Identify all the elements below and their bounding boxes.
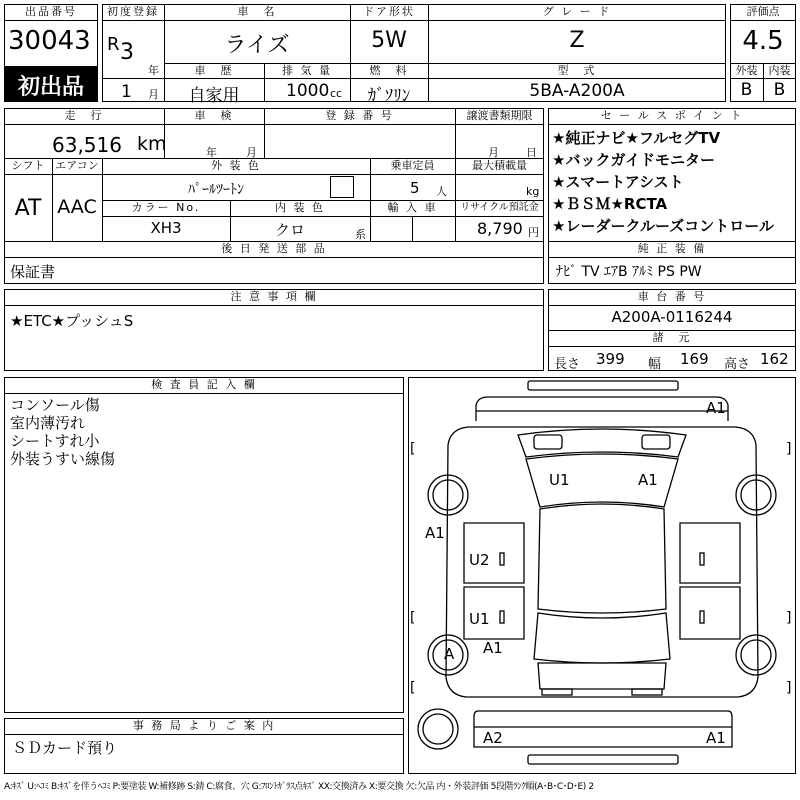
reg-month: 1 bbox=[121, 82, 132, 102]
inspection-year-unit: 年 bbox=[206, 146, 217, 159]
capacity: 5 bbox=[410, 179, 420, 197]
fuel-header: 燃 料 bbox=[369, 64, 409, 77]
color-no-header: カラー No. bbox=[131, 201, 201, 214]
ac-header: エアコン bbox=[55, 159, 99, 172]
sales-point-2: ★バックガイドモニター bbox=[552, 151, 715, 169]
car-name-header: 車 名 bbox=[237, 5, 277, 18]
load-unit: kg bbox=[526, 185, 540, 198]
capacity-unit: 人 bbox=[436, 185, 447, 198]
mark-left-rear-wheel: A bbox=[444, 645, 455, 663]
shift: AT bbox=[14, 196, 42, 221]
history-header: 車 歴 bbox=[194, 64, 234, 77]
bracket-left-top: [ bbox=[410, 441, 416, 457]
office-message: ＳＤカード預り bbox=[12, 739, 118, 757]
bracket-right-low: ] bbox=[786, 680, 792, 696]
inspector-line-2: 室内薄汚れ bbox=[10, 414, 86, 432]
specs-header: 諸 元 bbox=[652, 331, 692, 344]
door-type: 5W bbox=[371, 28, 407, 53]
fuel: ｶﾞｿﾘﾝ bbox=[367, 86, 411, 106]
bracket-left-mid: [ bbox=[410, 610, 416, 626]
inspector-line-4: 外装うすい線傷 bbox=[10, 450, 116, 468]
int-header: 内装 bbox=[768, 64, 791, 77]
inspection-month-unit: 月 bbox=[246, 146, 257, 159]
exterior-color: ﾊﾟｰﾙﾂｰﾄﾝ bbox=[188, 182, 244, 198]
reg-year-unit: 年 bbox=[148, 64, 159, 77]
sales-point-1: ★純正ナビ★フルセグTV bbox=[552, 129, 721, 147]
import-header: 輸 入 車 bbox=[387, 201, 438, 214]
reg-year: 3 bbox=[120, 40, 134, 65]
model-code: 5BA-A200A bbox=[529, 81, 625, 101]
recycle-unit: 円 bbox=[528, 226, 539, 239]
sales-point-4: ★ＢＳＭ★RCTA bbox=[552, 195, 668, 213]
later-items-header: 後 日 発 送 部 品 bbox=[221, 242, 327, 255]
mark-front-right: A1 bbox=[706, 399, 726, 417]
transfer-day-unit: 日 bbox=[526, 146, 537, 159]
car-diagram bbox=[408, 377, 796, 774]
width-label: 幅 bbox=[648, 357, 662, 372]
sales-header: セ ー ル ス ポ イ ン ト bbox=[600, 109, 744, 122]
mark-left-rear-door: U1 bbox=[469, 610, 490, 628]
color-no: XH3 bbox=[150, 219, 182, 237]
car-name: ライズ bbox=[224, 33, 290, 58]
history: 自家用 bbox=[188, 86, 240, 106]
length-label: 長さ bbox=[554, 357, 581, 372]
notes-text: ★ETC★プッシュS bbox=[10, 312, 134, 330]
grade: Z bbox=[569, 28, 585, 53]
color-swatch-box bbox=[330, 176, 354, 198]
sales-point-5: ★レーダークルーズコントロール bbox=[552, 217, 774, 235]
notes-header: 注 意 事 項 欄 bbox=[230, 290, 318, 303]
bracket-right-top: ] bbox=[786, 441, 792, 457]
transfer-month-unit: 月 bbox=[488, 146, 499, 159]
door-header: ドア形状 bbox=[363, 5, 415, 18]
first-reg-header: 初度登録 bbox=[107, 5, 159, 18]
chassis-header: 車 台 番 号 bbox=[637, 290, 707, 303]
mark-rear-bumper-left: A2 bbox=[483, 729, 503, 747]
height-value: 162 bbox=[760, 350, 789, 368]
regno-header: 登 録 番 号 bbox=[325, 109, 394, 122]
later-items: 保証書 bbox=[10, 263, 56, 281]
ac: AAC bbox=[57, 196, 97, 218]
legend: A:ｷｽﾞ U:ﾍｺﾐ B:ｷｽﾞを伴うﾍｺﾐ P:要塗装 W:補修跡 S:錆 C:腐食、穴 G:ﾌﾛﾝﾄｶﾞﾗｽ点ｷｽﾞ XX:交換済み X:要交換 欠:欠品 内・外装評価 5段階ﾗﾝｸ順(A･B･C･D･E) 2 bbox=[4, 782, 594, 792]
mark-left-front-fender: A1 bbox=[425, 524, 445, 542]
score-header: 評価点 bbox=[746, 5, 780, 18]
inspector-line-1: コンソール傷 bbox=[10, 396, 100, 414]
displacement: 1000 bbox=[286, 81, 330, 101]
exterior-color-header: 外 装 色 bbox=[211, 159, 261, 172]
model-header: 型 式 bbox=[557, 64, 597, 77]
ext-header: 外装 bbox=[735, 64, 758, 77]
bracket-left-low: [ bbox=[410, 680, 416, 696]
lot-header: 出品番号 bbox=[25, 5, 77, 18]
recycle-fee: 8,790 bbox=[477, 219, 523, 238]
length-value: 399 bbox=[596, 350, 625, 368]
load-header: 最大積載量 bbox=[472, 159, 527, 172]
sales-point-3: ★スマートアシスト bbox=[552, 173, 684, 191]
mark-left-front-door: U2 bbox=[469, 551, 490, 569]
displacement-header: 排 気 量 bbox=[282, 64, 332, 77]
width-value: 169 bbox=[680, 350, 709, 368]
inspector-header: 検 査 員 記 入 欄 bbox=[151, 378, 257, 391]
mileage-header: 走 行 bbox=[64, 109, 104, 122]
mark-roof-right: A1 bbox=[638, 471, 658, 489]
reg-month-unit: 月 bbox=[148, 88, 159, 101]
office-header: 事 務 局 よ り ご 案 内 bbox=[132, 719, 276, 732]
bracket-right-mid: ] bbox=[786, 610, 792, 626]
equipment: ﾅﾋﾞ TV ｴｱB ｱﾙﾐ PS PW bbox=[556, 264, 702, 280]
chassis-number: A200A-0116244 bbox=[611, 308, 733, 326]
first-listing-label: 初出品 bbox=[17, 75, 84, 100]
interior-color-suffix: 系 bbox=[355, 228, 366, 241]
height-label: 高さ bbox=[724, 357, 751, 372]
shift-header: シフト bbox=[11, 159, 45, 172]
mark-left-rear-quarter: A1 bbox=[483, 639, 503, 657]
mileage: 63,516 bbox=[52, 133, 122, 157]
recycle-header: リサイクル預託金 bbox=[460, 202, 539, 213]
displacement-unit: cc bbox=[330, 87, 343, 100]
mark-roof-left: U1 bbox=[549, 471, 570, 489]
inspection-header: 車 検 bbox=[194, 109, 234, 122]
grade-header: グ レ ー ド bbox=[542, 5, 612, 18]
equipment-header: 純 正 装 備 bbox=[637, 242, 707, 255]
interior-color-header: 内 装 色 bbox=[275, 201, 325, 214]
score: 4.5 bbox=[742, 26, 784, 56]
mark-rear-bumper-right: A1 bbox=[706, 729, 726, 747]
era-letter: R bbox=[107, 34, 120, 55]
inspector-line-3: シートすれ小 bbox=[10, 432, 100, 450]
ext-grade: B bbox=[740, 80, 753, 100]
interior-color: クロ bbox=[274, 221, 305, 239]
capacity-header: 乗車定員 bbox=[390, 159, 435, 172]
int-grade: B bbox=[773, 80, 786, 100]
lot-number: 30043 bbox=[8, 26, 91, 56]
transfer-header: 譲渡書類期限 bbox=[466, 109, 533, 122]
mileage-unit: km bbox=[137, 133, 167, 155]
